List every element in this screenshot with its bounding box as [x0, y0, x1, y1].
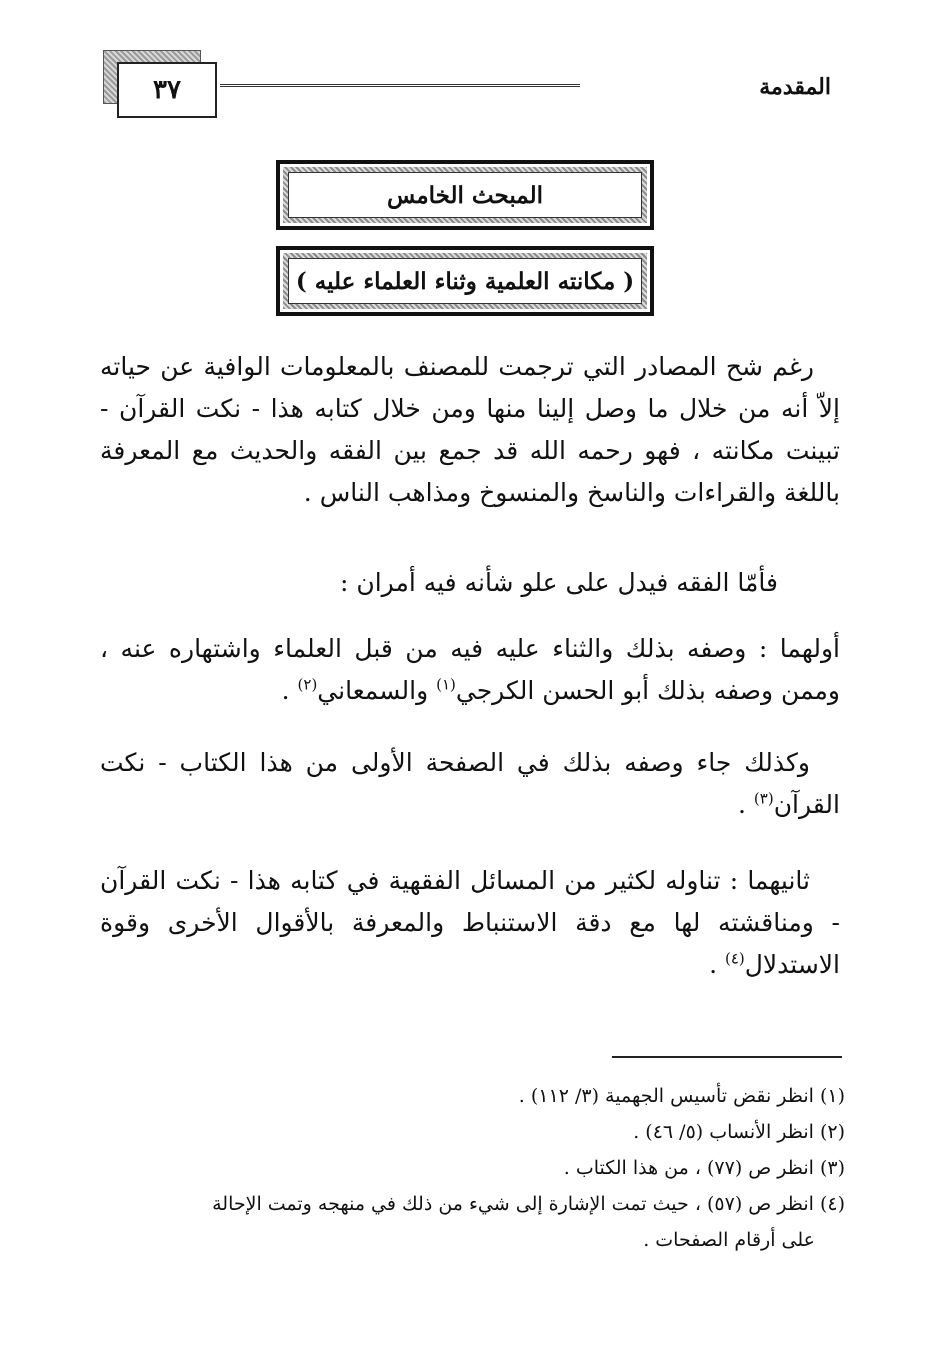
footnote-2: [110, 1114, 845, 1150]
footnote-number: (١): [819, 1085, 845, 1107]
footnote-number: (٤): [819, 1193, 845, 1215]
footnote-ref-3[interactable]: (٣): [753, 789, 774, 808]
footnote-number: (٣): [819, 1157, 845, 1179]
chapter-title: المبحث الخامس: [288, 172, 642, 218]
header-rule: [220, 84, 580, 87]
paragraph-5-text-a: ثانيهما : تناوله لكثير من المسائل الفقهية في كتابه هذا - نكت القرآن - ومناقشته لها مع دقة الاستنباط والمعرفة بالأقوال الأخرى وقوة الاستدلال: [100, 866, 840, 979]
footnote-text: انظر نقض تأسيس الجهمية (٣/ ١١٢) .: [518, 1085, 814, 1107]
footnote-separator: [612, 1056, 842, 1058]
running-header-title: المقدمة: [759, 74, 831, 100]
paragraph-3: [100, 628, 840, 712]
paragraph-1: رغم شح المصادر التي ترجمت للمصنف بالمعلومات الوافية عن حياته إلاّ أنه من خلال ما وصل إلينا منها ومن خلال كتابه هذا - نكت القرآن - تبينت مكانته ، فهو رحمه الله قد جمع بين الفقه والحديث مع المعرفة باللغة والقراءات والناسخ والمنسوخ ومذاهب الناس .: [100, 352, 840, 507]
paragraph-5-text-b: .: [709, 950, 725, 979]
footnote-ref-1[interactable]: (١): [436, 675, 456, 694]
paragraph-4-text-a: وكذلك جاء وصفه بذلك في الصفحة الأولى من هذا الكتاب - نكت القرآن: [100, 748, 840, 819]
footnote-text: انظر الأنساب (٥/ ٤٦) .: [633, 1121, 814, 1143]
footnote-ref-4[interactable]: (٤): [724, 949, 745, 968]
subtitle-frame: [283, 253, 647, 309]
footnote-4: [110, 1186, 845, 1222]
footnote-1: [110, 1078, 845, 1114]
footnote-4-continuation: على أرقام الصفحات .: [643, 1229, 815, 1251]
subtitle-box: [276, 246, 654, 316]
footnote-number: (٢): [819, 1121, 845, 1143]
chapter-title-box: [276, 160, 654, 230]
paragraph-3-text-b: والسمعاني: [317, 676, 437, 705]
chapter-title-frame: [283, 167, 647, 223]
paragraph-3-text-a: أولهما : وصفه بذلك والثناء عليه فيه من قبل العلماء واشتهاره عنه ، وممن وصفه بذلك أبو الحسن الكرجي: [100, 634, 840, 705]
page-number: ٣٧: [153, 75, 181, 105]
page-number-box: [117, 62, 217, 118]
paragraph-4: [100, 742, 840, 826]
paragraph-3-text-c: .: [281, 676, 298, 705]
paragraph-2: فأمّا الفقه فيدل على علو شأنه فيه أمران :: [339, 568, 778, 597]
subtitle: ( مكانته العلمية وثناء العلماء عليه ): [288, 258, 642, 304]
paragraph-5: [100, 860, 840, 986]
footnote-ref-2[interactable]: (٢): [297, 675, 318, 694]
footnote-text: انظر ص (٥٧) ، حيث تمت الإشارة إلى شيء من ذلك في منهجه وتمت الإحالة: [212, 1193, 814, 1215]
footnotes-list: [110, 1078, 845, 1258]
paragraph-4-text-b: .: [738, 790, 754, 819]
footnote-3: [110, 1150, 845, 1186]
footnote-text: انظر ص (٧٧) ، من هذا الكتاب .: [563, 1157, 814, 1179]
